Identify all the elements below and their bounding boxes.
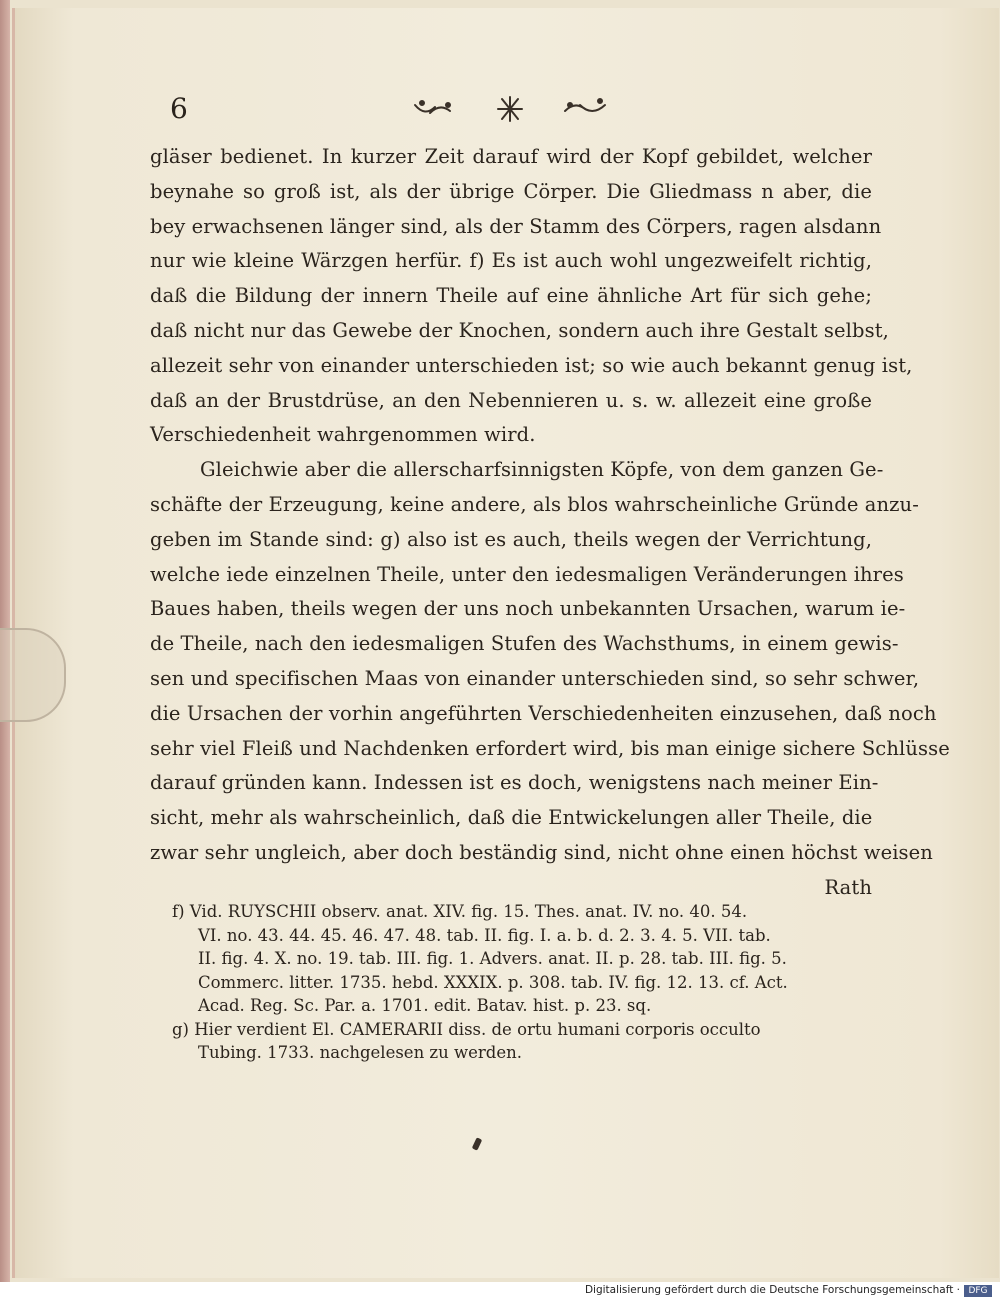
- footnote-label: f): [172, 902, 185, 921]
- page-number: 6: [170, 92, 188, 125]
- catchword: Rath: [824, 875, 872, 899]
- body-line: daß an der Brustdrüse, an den Nebennieren u. s. w. allezeit eine große: [150, 388, 872, 412]
- body-line: sehr viel Fleiß und Nachdenken erfordert wird, bis man einige sichere Schlüsse: [150, 736, 950, 760]
- footnote-line: Vid. RUYSCHII observ. anat. XIV. fig. 15. Thes. anat. IV. no. 40. 54.: [189, 902, 748, 921]
- body-line: allezeit sehr von einander unterschieden ist; so wie auch bekannt genug ist,: [150, 353, 913, 377]
- body-line: sen und specifischen Maas von einander unterschieden sind, so sehr schwer,: [150, 666, 920, 690]
- body-line: darauf gründen kann. Indessen ist es doch, wenigstens nach meiner Ein-: [150, 771, 879, 795]
- footnotes: [172, 900, 872, 1065]
- dfg-logo: DFG: [964, 1285, 992, 1297]
- body-text: [150, 140, 950, 906]
- body-line: de Theile, nach den iedesmaligen Stufen des Wachsthums, in einem gewis-: [150, 632, 899, 656]
- page-clip: [0, 628, 66, 722]
- footnote-line: Commerc. litter. 1735. hebd. XXXIX. p. 308. tab. IV. fig. 12. 13. cf. Act.: [198, 972, 788, 992]
- ornament-icon: [410, 95, 610, 123]
- body-line: die Ursachen der vorhin angeführten Verschiedenheiten einzusehen, daß noch: [150, 701, 937, 725]
- footnote-line: Tubing. 1733. nachgelesen zu werden.: [198, 1043, 522, 1062]
- body-line: schäfte der Erzeugung, keine andere, als blos wahrscheinliche Gründe anzu-: [150, 492, 919, 516]
- footnote-label: g): [172, 1019, 189, 1039]
- body-line: nur wie kleine Wärzgen herfür. f) Es ist auch wohl ungezweifelt richtig,: [150, 249, 872, 273]
- body-line: geben im Stande sind: g) also ist es auch, theils wegen der Verrichtung,: [150, 527, 872, 551]
- footnote-line: Acad. Reg. Sc. Par. a. 1701. edit. Batav. hist. p. 23. sq.: [198, 996, 652, 1015]
- body-line: bey erwachsenen länger sind, als der Stamm des Cörpers, ragen alsdann: [150, 214, 882, 238]
- footnote-line: VI. no. 43. 44. 45. 46. 47. 48. tab. II. fig. I. a. b. d. 2. 3. 4. 5. VII. tab.: [198, 925, 771, 945]
- body-line: daß nicht nur das Gewebe der Knochen, sondern auch ihre Gestalt selbst,: [150, 318, 889, 342]
- body-line: zwar sehr ungleich, aber doch beständig sind, nicht ohne einen höchst weisen: [150, 840, 933, 864]
- body-line: beynahe so groß ist, als der übrige Cörper. Die Gliedmass n aber, die: [150, 179, 872, 203]
- body-line: welche iede einzelnen Theile, unter den iedesmaligen Veränderungen ihres: [150, 562, 904, 586]
- body-line: sicht, mehr als wahrscheinlich, daß die Entwickelungen aller Theile, die: [150, 806, 873, 830]
- footnote-g: [172, 1018, 872, 1065]
- body-line: daß die Bildung der innern Theile auf eine ähnliche Art für sich gehe;: [150, 284, 872, 308]
- body-line: Gleichwie aber die allerscharfsinnigsten Köpfe, von dem ganzen Ge-: [200, 458, 884, 482]
- footnote-line: II. fig. 4. X. no. 19. tab. III. fig. 1. Advers. anat. II. p. 28. tab. III. fig. 5.: [198, 949, 787, 968]
- digitization-credit: Digitalisierung gefördert durch die Deutsche Forschungsgemeinschaft ·: [584, 1284, 960, 1296]
- footnote-line: Hier verdient El. CAMERARII diss. de ortu humani corporis occulto: [194, 1019, 761, 1039]
- footnote-f: [172, 900, 872, 1018]
- body-line: Baues haben, theils wegen der uns noch unbekannten Ursachen, warum ie-: [150, 597, 906, 621]
- body-line: Verschiedenheit wahrgenommen wird.: [150, 423, 536, 447]
- body-line: gläser bedienet. In kurzer Zeit darauf wird der Kopf gebildet, welcher: [150, 145, 872, 168]
